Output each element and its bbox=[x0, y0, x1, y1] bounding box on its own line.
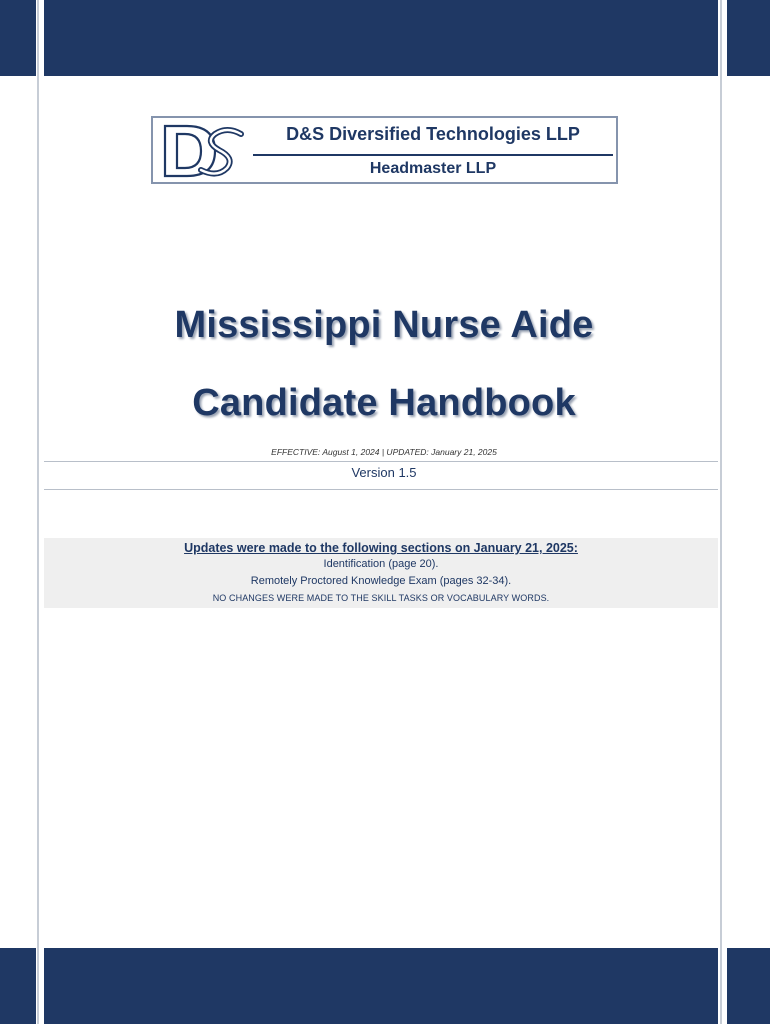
divider-bottom bbox=[44, 489, 718, 490]
footer-band bbox=[44, 948, 718, 1024]
footer-band-right bbox=[727, 948, 770, 1024]
updates-heading: Updates were made to the following sections on January 21, 2025: bbox=[184, 541, 578, 555]
header-band-left bbox=[0, 0, 36, 76]
version-label: Version 1.5 bbox=[351, 465, 417, 480]
update-note: NO CHANGES WERE MADE TO THE SKILL TASKS OR VOCABULARY WORDS. bbox=[212, 593, 550, 603]
handbook-title-line2: Candidate Handbook bbox=[192, 382, 576, 424]
header-band-right bbox=[727, 0, 770, 76]
company-logo bbox=[151, 116, 618, 184]
frame-line-left bbox=[37, 0, 39, 1024]
divider-top bbox=[44, 461, 718, 462]
footer-band-left bbox=[0, 948, 36, 1024]
update-item: Identification (page 20). bbox=[323, 558, 439, 570]
ds-monogram-logo bbox=[157, 120, 249, 182]
effective-date-line: EFFECTIVE: August 1, 2024 | UPDATED: January 21, 2025 bbox=[271, 447, 497, 457]
logo-divider bbox=[253, 154, 613, 156]
frame-line-right bbox=[720, 0, 722, 1024]
handbook-title-line1: Mississippi Nurse Aide bbox=[174, 304, 594, 346]
header-band bbox=[44, 0, 718, 76]
subsidiary-name: Headmaster LLP bbox=[369, 160, 497, 177]
company-name: D&S Diversified Technologies LLP bbox=[286, 124, 580, 144]
updates-notice bbox=[44, 538, 718, 608]
update-item: Remotely Proctored Knowledge Exam (pages 32-34). bbox=[250, 575, 512, 587]
